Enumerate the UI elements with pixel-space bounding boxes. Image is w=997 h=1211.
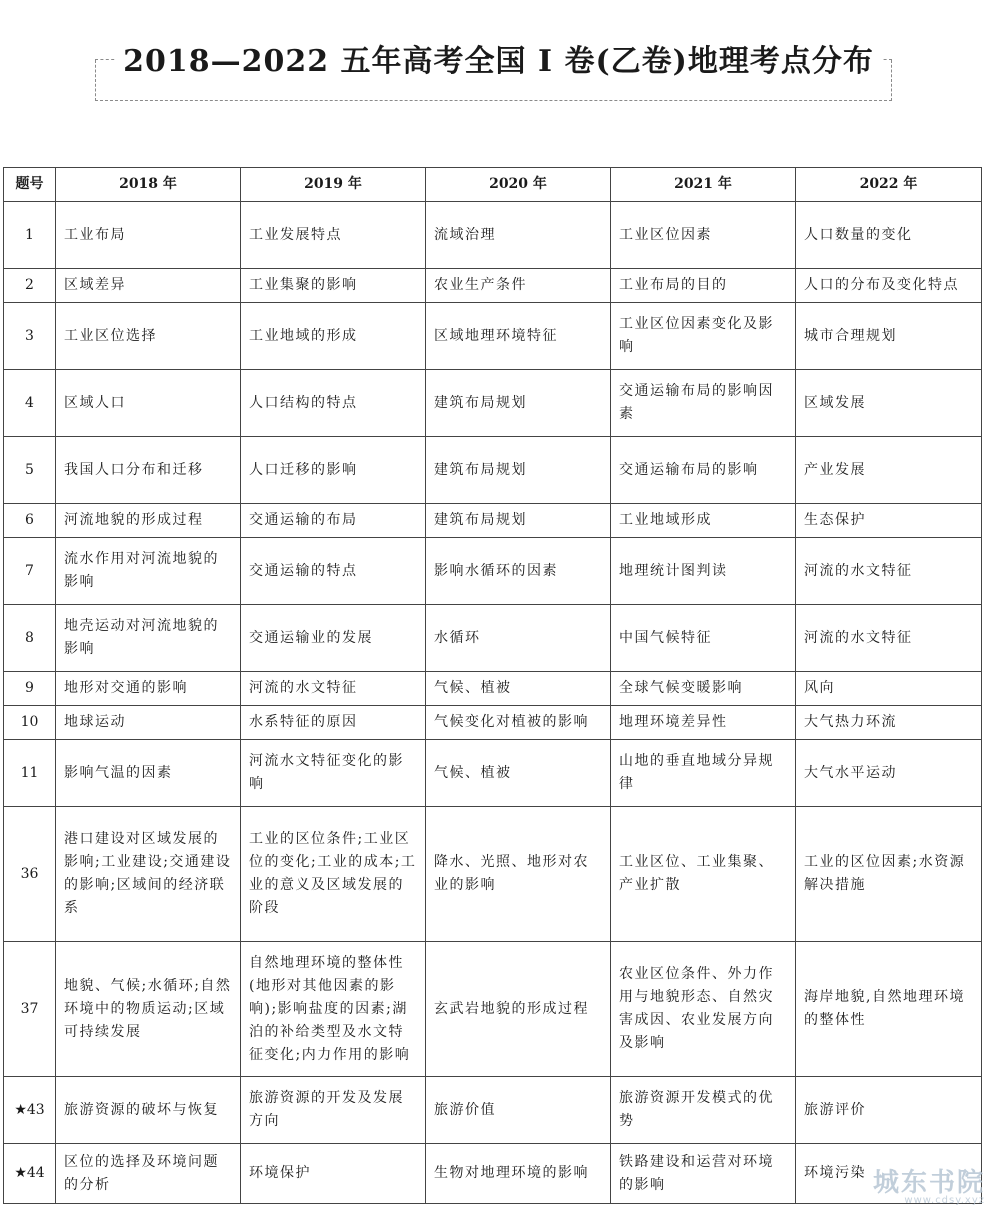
table-cell: 地球运动: [56, 706, 241, 740]
table-row: [4, 605, 982, 672]
table-cell: 生物对地理环境的影响: [426, 1144, 611, 1204]
table-cell: 工业地域形成: [611, 504, 796, 538]
table-cell: 交通运输的特点: [241, 538, 426, 605]
question-number: 36: [4, 807, 56, 942]
table-cell: 旅游评价: [796, 1077, 982, 1144]
table-cell: 地貌、气候;水循环;自然环境中的物质运动;区域可持续发展: [56, 942, 241, 1077]
header-cell: 2020 年: [426, 168, 611, 202]
table-cell: 人口的分布及变化特点: [796, 269, 982, 303]
table-cell: 旅游资源的开发及发展方向: [241, 1077, 426, 1144]
table-row: [4, 437, 982, 504]
table-cell: 风向: [796, 672, 982, 706]
table-cell: 我国人口分布和迁移: [56, 437, 241, 504]
table-cell: 工业集聚的影响: [241, 269, 426, 303]
question-number: 8: [4, 605, 56, 672]
table-cell: 气候、植被: [426, 672, 611, 706]
question-number: 10: [4, 706, 56, 740]
table-cell: 人口结构的特点: [241, 370, 426, 437]
table-cell: 工业发展特点: [241, 202, 426, 269]
table-cell: 交通运输布局的影响: [611, 437, 796, 504]
table-cell: 农业区位条件、外力作用与地貌形态、自然灾害成因、农业发展方向及影响: [611, 942, 796, 1077]
table-cell: 气候变化对植被的影响: [426, 706, 611, 740]
table-cell: 气候、植被: [426, 740, 611, 807]
table-cell: 地理统计图判读: [611, 538, 796, 605]
table-cell: 交通运输的布局: [241, 504, 426, 538]
table-cell: 建筑布局规划: [426, 437, 611, 504]
header-cell: 2021 年: [611, 168, 796, 202]
table-row: [4, 807, 982, 942]
table-row: [4, 706, 982, 740]
table-cell: 影响水循环的因素: [426, 538, 611, 605]
table-cell: 大气水平运动: [796, 740, 982, 807]
table-row: [4, 1144, 982, 1204]
question-number: 3: [4, 303, 56, 370]
table-cell: 玄武岩地貌的形成过程: [426, 942, 611, 1077]
table-cell: 交通运输业的发展: [241, 605, 426, 672]
table-cell: 地形对交通的影响: [56, 672, 241, 706]
table-cell: 影响气温的因素: [56, 740, 241, 807]
table-cell: 河流的水文特征: [241, 672, 426, 706]
question-number: 4: [4, 370, 56, 437]
table-cell: 旅游资源的破坏与恢复: [56, 1077, 241, 1144]
table-cell: 工业区位、工业集聚、产业扩散: [611, 807, 796, 942]
question-number: 5: [4, 437, 56, 504]
table-row: [4, 1077, 982, 1144]
header-cell: 2018 年: [56, 168, 241, 202]
question-number: ★43: [4, 1077, 56, 1144]
table-cell: 农业生产条件: [426, 269, 611, 303]
table-cell: 产业发展: [796, 437, 982, 504]
table-cell: 河流的水文特征: [796, 605, 982, 672]
table-row: [4, 202, 982, 269]
table-cell: 中国气候特征: [611, 605, 796, 672]
table-header-row: [4, 168, 982, 202]
table-cell: 流域治理: [426, 202, 611, 269]
table-cell: 工业布局的目的: [611, 269, 796, 303]
table-cell: 流水作用对河流地貌的影响: [56, 538, 241, 605]
table-cell: 全球气候变暖影响: [611, 672, 796, 706]
table-cell: 区域差异: [56, 269, 241, 303]
exam-topic-table: [3, 167, 982, 1204]
question-number: 37: [4, 942, 56, 1077]
watermark-url: www.cdsy.xyz: [904, 1195, 985, 1206]
table-row: [4, 942, 982, 1077]
header-cell: 2022 年: [796, 168, 982, 202]
question-number: 6: [4, 504, 56, 538]
watermark-logo-text: 城东书院: [872, 1168, 985, 1198]
table-cell: 交通运输布局的影响因素: [611, 370, 796, 437]
table-cell: 工业布局: [56, 202, 241, 269]
table-cell: 河流的水文特征: [796, 538, 982, 605]
table-cell: 水系特征的原因: [241, 706, 426, 740]
question-number: 11: [4, 740, 56, 807]
table-row: [4, 303, 982, 370]
table-cell: 工业地域的形成: [241, 303, 426, 370]
table-cell: 工业的区位条件;工业区位的变化;工业的成本;工业的意义及区域发展的阶段: [241, 807, 426, 942]
table-cell: 河流水文特征变化的影响: [241, 740, 426, 807]
table-cell: 海岸地貌,自然地理环境的整体性: [796, 942, 982, 1077]
table-cell: 工业区位因素变化及影响: [611, 303, 796, 370]
header-cell: 题号: [4, 168, 56, 202]
table-row: [4, 672, 982, 706]
table-cell: 工业的区位因素;水资源解决措施: [796, 807, 982, 942]
table-cell: 铁路建设和运营对环境的影响: [611, 1144, 796, 1204]
table-cell: 区位的选择及环境问题的分析: [56, 1144, 241, 1204]
page-title-text: 2018—2022 五年高考全国 I 卷(乙卷)地理考点分布: [115, 44, 882, 79]
table-cell: 旅游资源开发模式的优势: [611, 1077, 796, 1144]
watermark: [873, 1162, 985, 1206]
table-cell: 地壳运动对河流地貌的影响: [56, 605, 241, 672]
question-number: 9: [4, 672, 56, 706]
table-cell: 区域地理环境特征: [426, 303, 611, 370]
table-cell: 工业区位因素: [611, 202, 796, 269]
table-cell: 工业区位选择: [56, 303, 241, 370]
table-cell: 人口迁移的影响: [241, 437, 426, 504]
table-cell: 旅游价值: [426, 1077, 611, 1144]
table-cell: 区域人口: [56, 370, 241, 437]
table-cell: 港口建设对区域发展的影响;工业建设;交通建设的影响;区域间的经济联系: [56, 807, 241, 942]
table-cell: 大气热力环流: [796, 706, 982, 740]
table-cell: 河流地貌的形成过程: [56, 504, 241, 538]
table-row: [4, 269, 982, 303]
table-cell: 人口数量的变化: [796, 202, 982, 269]
header-cell: 2019 年: [241, 168, 426, 202]
table-row: [4, 504, 982, 538]
table-cell: 降水、光照、地形对农业的影响: [426, 807, 611, 942]
table-cell: 山地的垂直地域分异规律: [611, 740, 796, 807]
table-cell: 水循环: [426, 605, 611, 672]
question-number: 2: [4, 269, 56, 303]
table-cell: 环境污染: [796, 1144, 982, 1204]
table-row: [4, 740, 982, 807]
table-cell: 环境保护: [241, 1144, 426, 1204]
question-number: 7: [4, 538, 56, 605]
page-title: [0, 36, 997, 80]
table-cell: 地理环境差异性: [611, 706, 796, 740]
table-cell: 建筑布局规划: [426, 370, 611, 437]
table-cell: 城市合理规划: [796, 303, 982, 370]
question-number: ★44: [4, 1144, 56, 1204]
table-row: [4, 370, 982, 437]
table-cell: 区域发展: [796, 370, 982, 437]
table-cell: 生态保护: [796, 504, 982, 538]
question-number: 1: [4, 202, 56, 269]
table-row: [4, 538, 982, 605]
table-cell: 自然地理环境的整体性(地形对其他因素的影响);影响盐度的因素;湖泊的补给类型及水文特征变化;内力作用的影响: [241, 942, 426, 1077]
table-cell: 建筑布局规划: [426, 504, 611, 538]
